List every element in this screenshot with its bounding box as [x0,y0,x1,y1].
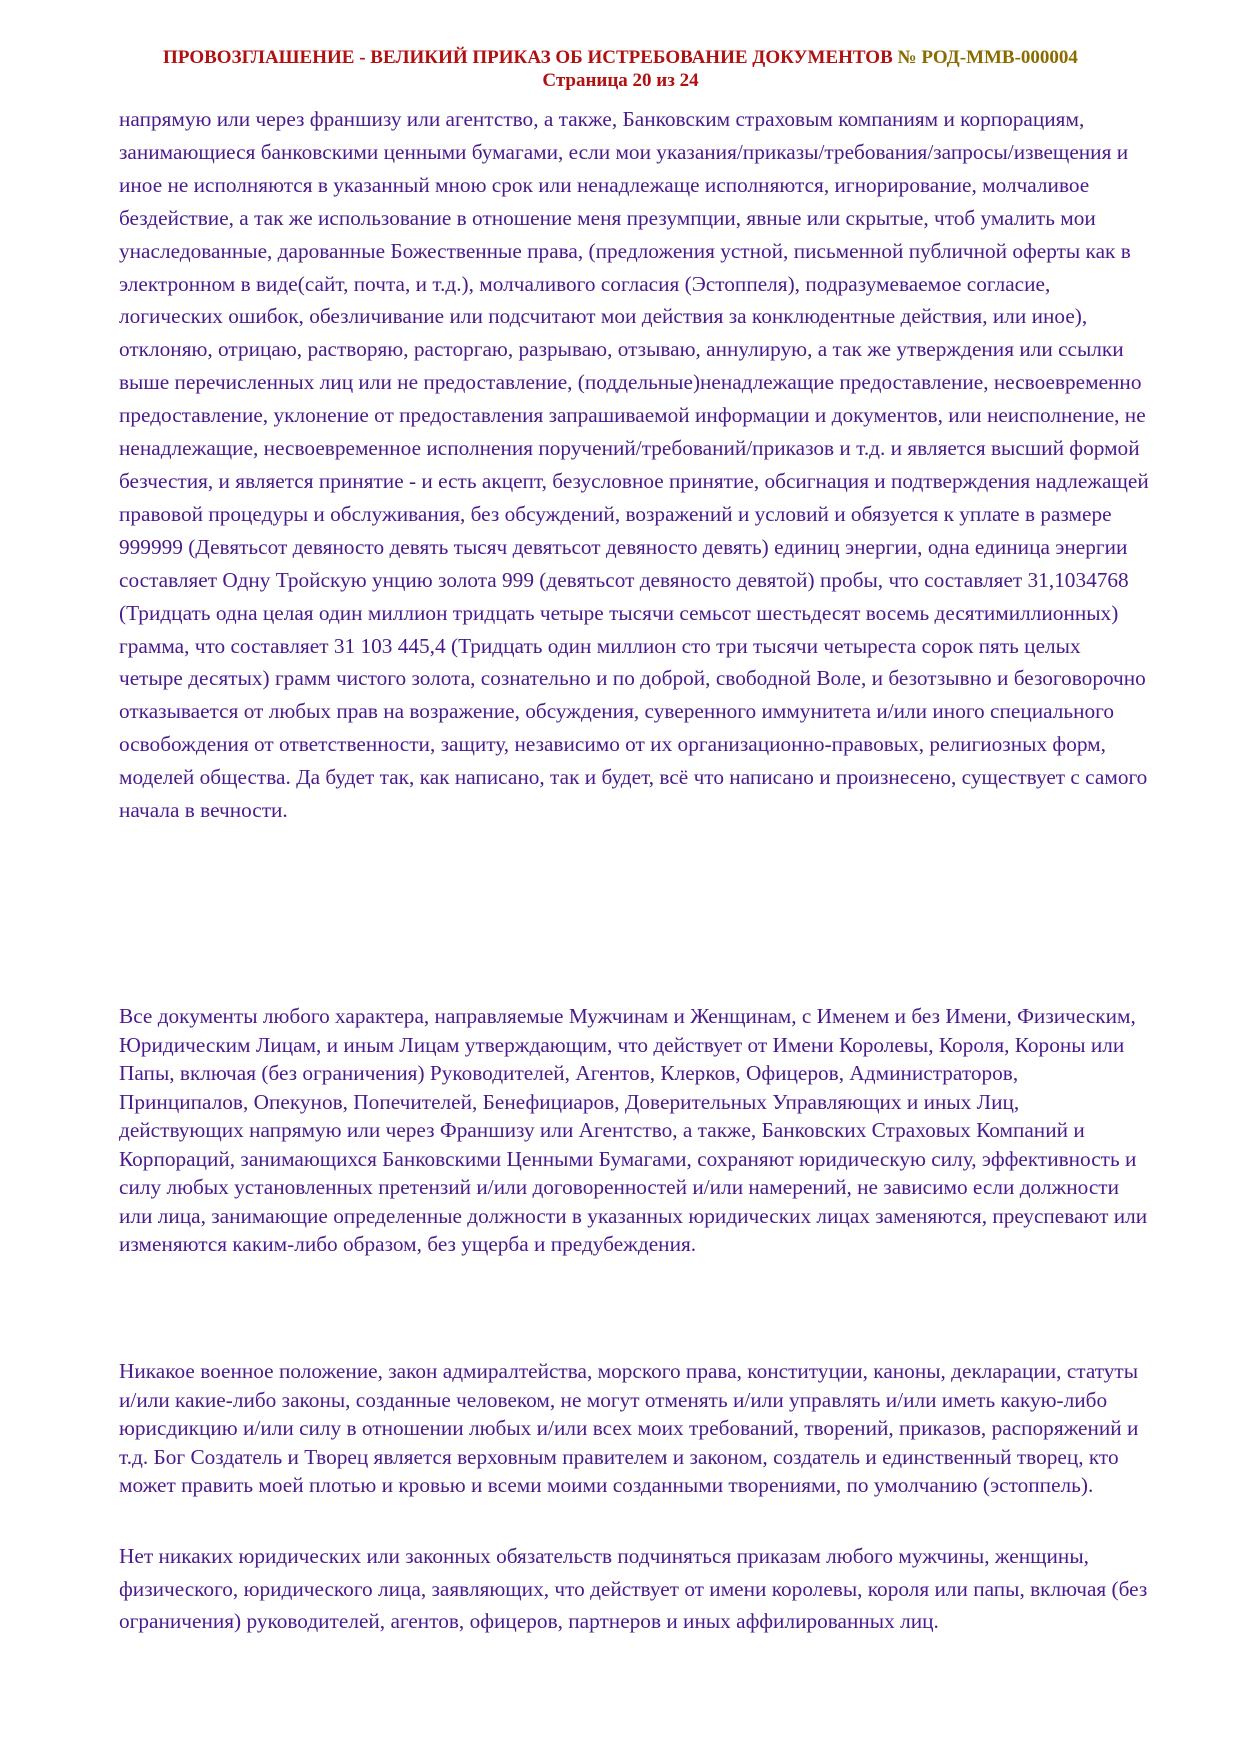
document-title: ПРОВОЗГЛАШЕНИЕ - ВЕЛИКИЙ ПРИКАЗ ОБ ИСТРЕБОВАНИЕ ДОКУМЕНТОВ [163,47,893,68]
header-title-line [0,46,1241,69]
page-header [0,46,1241,92]
paragraph-3: Никакое военное положение, закон адмиралтейства, морского права, конституции, каноны, декларации, статуты и/или какие-либо законы, созданные человеком, не могут отменять и/или управлять и/или иметь какую-либо юрисдикцию и/или силу в отношении любых и/или всех моих требований, творений, приказов, распоряжений и т.д. Бог Создатель и Творец является верховным правителем и законом, создатель и единственный творец, кто может править моей плотью и кровью и всеми моими созданными творениями, по умолчанию (эстоппель). [119,1359,1139,1497]
paragraph-1: напрямую или через франшизу или агентство, а также, Банковским страховым компаниям и корпорациям, занимающиеся банковскими ценными бумагами, если мои указания/приказы/требования/запросы/извещения и иное не исполняются в указанный мною срок или ненадлежаще исполняются, игнорирование, молчаливое бездействие, а так же использование в отношение меня презумпции, явные или скрытые, чтоб умалить мои унаследованные, дарованные Божественные права, (предложения устной, письменной публичной оферты как в электронном в виде(сайт, почта, и т.д.), молчаливого согласия (Эстоппеля), подразумеваемое согласие, логических ошибок, обезличивание или подсчитают мои действия за конклюдентные действия, или иное), отклоняю, отрицаю, растворяю, расторгаю, разрываю, отзываю, аннулирую, а так же утверждения или ссылки выше перечисленных лиц или не предоставление, (поддельные)ненадлежащие предоставление, несвоевременно предоставление, уклонение от предоставления запрашиваемой информации и документов, или неисполнение, не ненадлежащие, несвоевременное исполнения поручений/требований/приказов и т.д. и является высший формой безчестия, и является принятие - и есть акцепт, безусловное принятие, обсигнация и подтверждения надлежащей правовой процедуры и обслуживания, без обсуждений, возражений и условий и обязуется к уплате в размере 999999 (Девятьсот девяносто девять тысяч девятьсот девяносто девять) единиц энергии, одна единица энергии составляет Одну Тройскую унцию золота 999 (девятьсот девяносто девятой) пробы, что составляет 31,1034768 (Тридцать одна целая один миллион тридцать четыре тысячи семьсот шестьдесят восемь десятимиллионных) грамма, что составляет 31 103 445,4 (Тридцать один миллион сто три тысячи четыреста сорок пять целых четыре десятых) грамм чистого золота, сознательно и по доброй, свободной Воле, и безотзывно и безоговорочно отказывается от любых прав на возражение, обсуждения, суверенного иммунитета и/или иного специального освобождения от ответственности, защиту, независимо от их организационно-правовых, религиозных форм, моделей общества. Да будет так, как написано, так и будет, всё что написано и произнесено, существует с самого начала в вечности. [119,107,1149,823]
paragraph-4: Нет никаких юридических или законных обязательств подчиняться приказам любого мужчины, женщины, физического, юридического лица, заявляющих, что действует от имени королевы, короля или папы, включая (без ограничения) руководителей, агентов, офицеров, партнеров и иных аффилированных лиц. [119,1544,1148,1633]
page-counter: Страница 20 из 24 [542,70,699,91]
document-number: № РОД-ММВ-000004 [897,47,1078,68]
paragraph-2: Все документы любого характера, направляемые Мужчинам и Женщинам, с Именем и без Имени, Физическим, Юридическим Лицам, и иным Лицам утверждающим, что действует от Имени Королевы, Короля, Короны или Папы, включая (без ограничения) Руководителей, Агентов, Клерков, Офицеров, Администраторов, Принципалов, Опекунов, Попечителей, Бенефициаров, Доверительных Управляющих и иных Лиц, действующих напрямую или через Франшизу или Агентство, а также, Банковских Страховых Компаний и Корпораций, занимающихся Банковскими Ценными Бумагами, сохраняют юридическую силу, эффективность и силу любых установленных претензий и/или договоренностей и/или намерений, не зависимо если должности или лица, занимающие определенные должности в указанных юридических лицах заменяются, преуспевают или изменяются каким-либо образом, без ущерба и предубеждения. [119,1004,1148,1256]
